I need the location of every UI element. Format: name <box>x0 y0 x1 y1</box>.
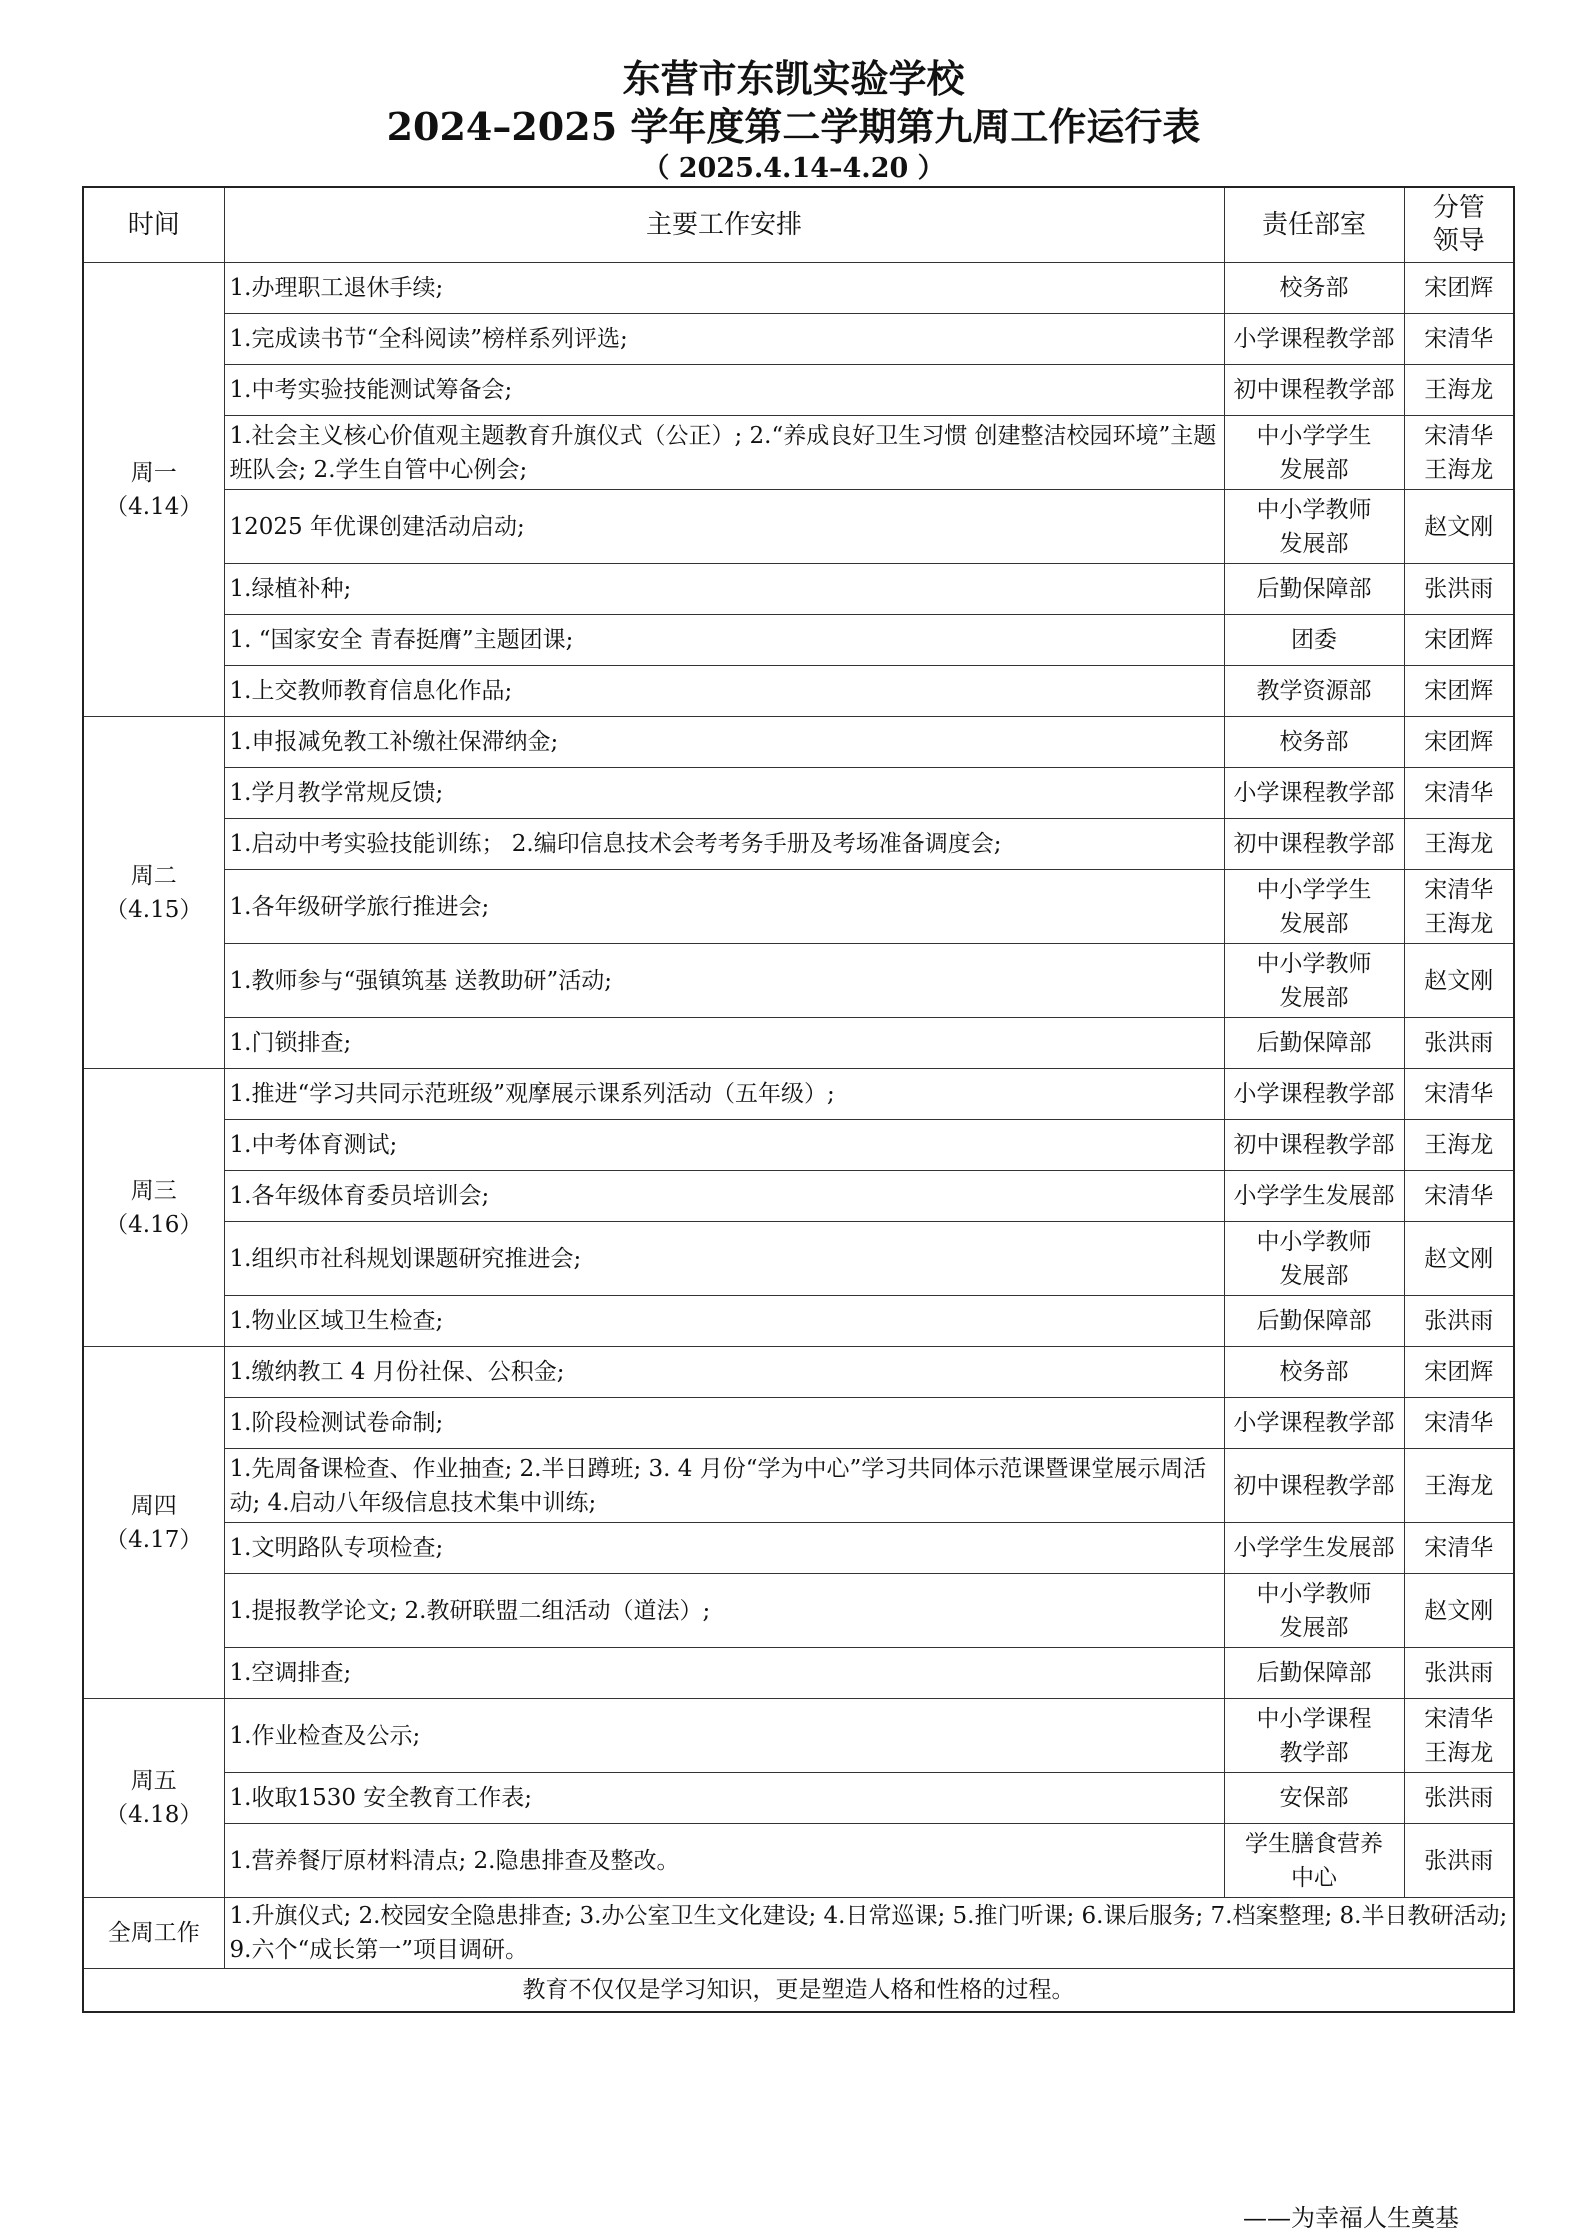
task-cell: 1.教师参与“强镇筑基 送教助研”活动; <box>224 944 1224 1018</box>
task-cell: 1.门锁排查; <box>224 1018 1224 1069</box>
dept-cell: 小学课程教学部 <box>1224 1398 1404 1449</box>
table-row <box>83 1449 1514 1523</box>
table-row <box>83 666 1514 717</box>
leader-cell: 宋清华 <box>1404 1523 1514 1574</box>
task-cell: 1.上交教师教育信息化作品; <box>224 666 1224 717</box>
task-cell: 1.收取1530 安全教育工作表; <box>224 1773 1224 1824</box>
table-row <box>83 1699 1514 1773</box>
task-cell: 1.组织市社科规划课题研究推进会; <box>224 1222 1224 1296</box>
leader-cell: 宋团辉 <box>1404 717 1514 768</box>
task-cell: 1.各年级体育委员培训会; <box>224 1171 1224 1222</box>
table-row <box>83 365 1514 416</box>
leader-cell: 张洪雨 <box>1404 1824 1514 1898</box>
task-cell: 1.营养餐厅原材料清点; 2.隐患排查及整改。 <box>224 1824 1224 1898</box>
motto-row <box>83 1969 1514 2013</box>
dept-cell: 后勤保障部 <box>1224 1018 1404 1069</box>
day-label: 周一 （4.14） <box>83 263 224 717</box>
table-row <box>83 564 1514 615</box>
leader-cell: 张洪雨 <box>1404 1018 1514 1069</box>
schedule-body <box>83 263 1514 1898</box>
leader-cell: 王海龙 <box>1404 365 1514 416</box>
day-label: 周四 （4.17） <box>83 1347 224 1699</box>
table-header-row <box>83 187 1514 263</box>
table-row <box>83 944 1514 1018</box>
leader-cell: 宋清华 王海龙 <box>1404 870 1514 944</box>
leader-cell: 宋清华 <box>1404 1171 1514 1222</box>
leader-cell: 王海龙 <box>1404 819 1514 870</box>
task-cell: 1.物业区域卫生检查; <box>224 1296 1224 1347</box>
leader-cell: 宋清华 王海龙 <box>1404 416 1514 490</box>
leader-cell: 张洪雨 <box>1404 564 1514 615</box>
leader-cell: 宋团辉 <box>1404 615 1514 666</box>
leader-cell: 张洪雨 <box>1404 1773 1514 1824</box>
header-leader: 分管 领导 <box>1404 187 1514 263</box>
dept-cell: 初中课程教学部 <box>1224 365 1404 416</box>
leader-cell: 赵文刚 <box>1404 1574 1514 1648</box>
whole-week-row <box>83 1898 1514 1969</box>
date-range: （ 2025.4.14–4.20 ） <box>642 153 945 184</box>
dept-cell: 小学课程教学部 <box>1224 314 1404 365</box>
task-cell: 1.先周备课检查、作业抽查; 2.半日蹲班; 3. 4 月份“学为中心”学习共同体示范课暨课堂展示周活动; 4.启动八年级信息技术集中训练; <box>224 1449 1224 1523</box>
leader-cell: 宋团辉 <box>1404 1347 1514 1398</box>
day-label: 周五 （4.18） <box>83 1699 224 1898</box>
table-row <box>83 1171 1514 1222</box>
day-label: 周三 （4.16） <box>83 1069 224 1347</box>
dept-cell: 中小学教师 发展部 <box>1224 490 1404 564</box>
task-cell: 1.绿植补种; <box>224 564 1224 615</box>
dept-cell: 初中课程教学部 <box>1224 1449 1404 1523</box>
table-row <box>83 1523 1514 1574</box>
leader-cell: 宋团辉 <box>1404 263 1514 314</box>
table-row <box>83 490 1514 564</box>
task-cell: 1.文明路队专项检查; <box>224 1523 1224 1574</box>
schedule-table <box>82 186 1515 2013</box>
dept-cell: 中小学学生 发展部 <box>1224 416 1404 490</box>
task-cell: 1.社会主义核心价值观主题教育升旗仪式（公正）; 2.“养成良好卫生习惯 创建整洁校园环境”主题班队会; 2.学生自管中心例会; <box>224 416 1224 490</box>
table-row <box>83 1018 1514 1069</box>
dept-cell: 中小学课程 教学部 <box>1224 1699 1404 1773</box>
leader-cell: 宋清华 <box>1404 314 1514 365</box>
table-row <box>83 1648 1514 1699</box>
task-cell: 1.学月教学常规反馈; <box>224 768 1224 819</box>
whole-week-label: 全周工作 <box>83 1898 224 1969</box>
dept-cell: 团委 <box>1224 615 1404 666</box>
task-cell: 1. “国家安全 青春挺膺”主题团课; <box>224 615 1224 666</box>
table-row <box>83 615 1514 666</box>
dept-cell: 教学资源部 <box>1224 666 1404 717</box>
dept-cell: 校务部 <box>1224 263 1404 314</box>
task-cell: 1.申报减免教工补缴社保滞纳金; <box>224 717 1224 768</box>
dept-cell: 中小学教师 发展部 <box>1224 1574 1404 1648</box>
dept-cell: 学生膳食营养 中心 <box>1224 1824 1404 1898</box>
leader-cell: 宋团辉 <box>1404 666 1514 717</box>
task-cell: 1.启动中考实验技能训练； 2.编印信息技术会考考务手册及考场准备调度会; <box>224 819 1224 870</box>
table-row <box>83 1574 1514 1648</box>
task-cell: 1.提报教学论文; 2.教研联盟二组活动（道法）; <box>224 1574 1224 1648</box>
task-cell: 1.中考体育测试; <box>224 1120 1224 1171</box>
leader-cell: 赵文刚 <box>1404 1222 1514 1296</box>
motto: 教育不仅仅是学习知识，更是塑造人格和性格的过程。 <box>83 1969 1514 2013</box>
dept-cell: 小学课程教学部 <box>1224 768 1404 819</box>
task-cell: 1.各年级研学旅行推进会; <box>224 870 1224 944</box>
dept-cell: 中小学学生 发展部 <box>1224 870 1404 944</box>
leader-cell: 张洪雨 <box>1404 1296 1514 1347</box>
task-cell: 1.中考实验技能测试筹备会; <box>224 365 1224 416</box>
task-cell: 1.办理职工退休手续; <box>224 263 1224 314</box>
leader-cell: 宋清华 <box>1404 768 1514 819</box>
table-row <box>83 768 1514 819</box>
dept-cell: 中小学教师 发展部 <box>1224 1222 1404 1296</box>
table-row <box>83 263 1514 314</box>
table-row <box>83 870 1514 944</box>
table-row <box>83 1773 1514 1824</box>
header-time: 时间 <box>83 187 224 263</box>
dept-cell: 小学学生发展部 <box>1224 1523 1404 1574</box>
task-cell: 1.推进“学习共同示范班级”观摩展示课系列活动（五年级）; <box>224 1069 1224 1120</box>
table-row <box>83 1398 1514 1449</box>
table-row <box>83 717 1514 768</box>
dept-cell: 后勤保障部 <box>1224 1648 1404 1699</box>
table-row <box>83 1222 1514 1296</box>
footer-slogan: ——为幸福人生奠基 <box>1243 2204 1459 2232</box>
dept-cell: 中小学教师 发展部 <box>1224 944 1404 1018</box>
dept-cell: 校务部 <box>1224 1347 1404 1398</box>
table-row <box>83 1296 1514 1347</box>
table-row <box>83 819 1514 870</box>
task-cell: 1.阶段检测试卷命制; <box>224 1398 1224 1449</box>
dept-cell: 后勤保障部 <box>1224 1296 1404 1347</box>
dept-cell: 校务部 <box>1224 717 1404 768</box>
header-tasks: 主要工作安排 <box>224 187 1224 263</box>
task-cell: 1.作业检查及公示; <box>224 1699 1224 1773</box>
leader-cell: 赵文刚 <box>1404 490 1514 564</box>
header-dept: 责任部室 <box>1224 187 1404 263</box>
dept-cell: 小学课程教学部 <box>1224 1069 1404 1120</box>
table-row <box>83 416 1514 490</box>
school-name: 东营市东凯实验学校 <box>622 56 965 101</box>
task-cell: 1.空调排查; <box>224 1648 1224 1699</box>
leader-cell: 赵文刚 <box>1404 944 1514 1018</box>
leader-cell: 宋清华 王海龙 <box>1404 1699 1514 1773</box>
leader-cell: 王海龙 <box>1404 1449 1514 1523</box>
leader-cell: 宋清华 <box>1404 1398 1514 1449</box>
whole-week-text: 1.升旗仪式; 2.校园安全隐患排查; 3.办公室卫生文化建设; 4.日常巡课; 5.推门听课; 6.课后服务; 7.档案整理; 8.半日教研活动; 9.六个“成长第一”项目调研。 <box>224 1898 1514 1969</box>
dept-cell: 小学学生发展部 <box>1224 1171 1404 1222</box>
table-row <box>83 1824 1514 1898</box>
task-cell: 1.缴纳教工 4 月份社保、公积金; <box>224 1347 1224 1398</box>
leader-cell: 张洪雨 <box>1404 1648 1514 1699</box>
table-row <box>83 1120 1514 1171</box>
table-row <box>83 1347 1514 1398</box>
leader-cell: 宋清华 <box>1404 1069 1514 1120</box>
task-cell: 1.完成读书节“全科阅读”榜样系列评选; <box>224 314 1224 365</box>
dept-cell: 初中课程教学部 <box>1224 819 1404 870</box>
table-row <box>83 1069 1514 1120</box>
dept-cell: 安保部 <box>1224 1773 1404 1824</box>
leader-cell: 王海龙 <box>1404 1120 1514 1171</box>
task-cell: 12025 年优课创建活动启动; <box>224 490 1224 564</box>
day-label: 周二 （4.15） <box>83 717 224 1069</box>
table-row <box>83 314 1514 365</box>
dept-cell: 后勤保障部 <box>1224 564 1404 615</box>
document-title: 2024–2025 学年度第二学期第九周工作运行表 <box>386 104 1201 149</box>
dept-cell: 初中课程教学部 <box>1224 1120 1404 1171</box>
